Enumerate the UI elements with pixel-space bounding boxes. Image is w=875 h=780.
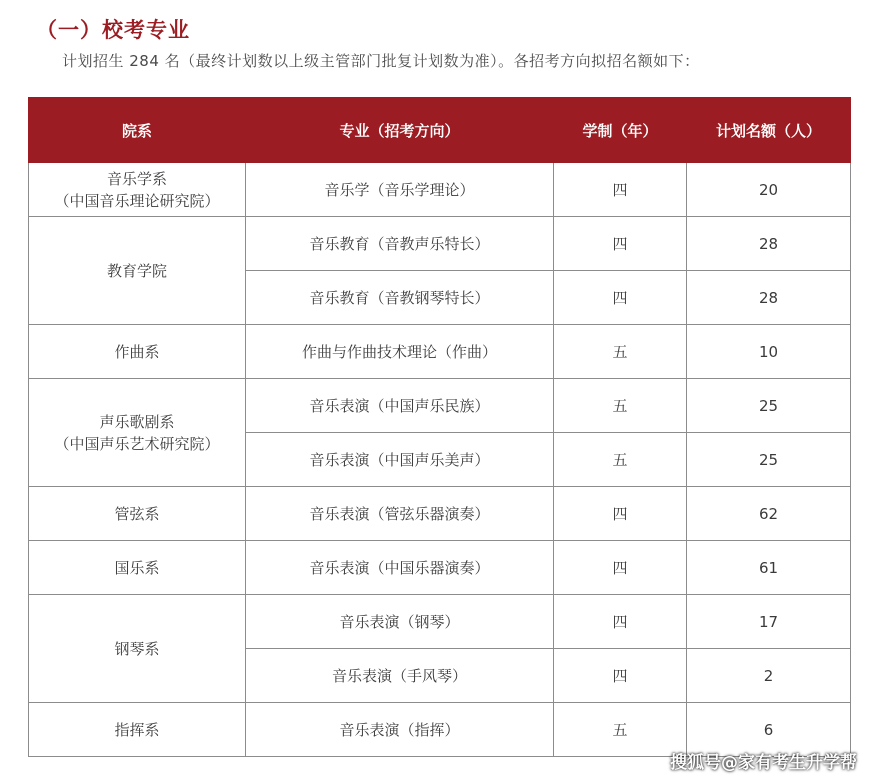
table-row — [29, 595, 851, 649]
dept-cell — [29, 487, 246, 541]
years-cell: 四 — [554, 595, 687, 649]
dept-name: 钢琴系 — [114, 639, 160, 658]
years-cell: 四 — [554, 163, 687, 217]
dept-cell — [29, 163, 246, 217]
table-row — [29, 487, 851, 541]
section-title: （一）校考专业 — [36, 18, 190, 42]
dept-name: 国乐系 — [114, 558, 160, 577]
source-credit: 搜狐号@家有考生升学帮 — [670, 753, 857, 773]
major-cell: 音乐表演（中国声乐美声） — [246, 433, 554, 487]
years-cell: 五 — [554, 703, 687, 757]
years-cell: 四 — [554, 271, 687, 325]
dept-cell — [29, 541, 246, 595]
dept-name: 声乐歌剧系 — [99, 412, 175, 431]
header-dept: 院系 — [29, 98, 246, 163]
quota-cell: 17 — [687, 595, 851, 649]
header-quota: 计划名额（人） — [687, 98, 851, 163]
major-cell: 音乐表演（管弦乐器演奏） — [246, 487, 554, 541]
dept-cell — [29, 703, 246, 757]
years-cell: 四 — [554, 541, 687, 595]
years-cell: 四 — [554, 487, 687, 541]
major-cell: 音乐表演（指挥） — [246, 703, 554, 757]
dept-name: 管弦系 — [114, 504, 160, 523]
major-cell: 音乐教育（音教钢琴特长） — [246, 271, 554, 325]
quota-cell: 2 — [687, 649, 851, 703]
quota-cell: 10 — [687, 325, 851, 379]
major-cell: 音乐表演（钢琴） — [246, 595, 554, 649]
major-cell: 音乐表演（中国乐器演奏） — [246, 541, 554, 595]
header-years: 学制（年） — [554, 98, 687, 163]
header-major: 专业（招考方向） — [246, 98, 554, 163]
table-row — [29, 541, 851, 595]
major-cell: 音乐表演（手风琴） — [246, 649, 554, 703]
quota-cell: 20 — [687, 163, 851, 217]
table-row — [29, 163, 851, 217]
dept-cell — [29, 325, 246, 379]
years-cell: 四 — [554, 649, 687, 703]
table-body — [29, 163, 851, 757]
quota-cell: 62 — [687, 487, 851, 541]
table-header-row — [29, 98, 851, 163]
table-row — [29, 217, 851, 271]
quota-cell: 25 — [687, 433, 851, 487]
dept-cell — [29, 217, 246, 325]
dept-name: 作曲系 — [114, 342, 160, 361]
dept-name: 指挥系 — [114, 720, 160, 739]
dept-name: 教育学院 — [106, 261, 167, 280]
dept-cell — [29, 595, 246, 703]
years-cell: 四 — [554, 217, 687, 271]
major-cell: 音乐教育（音教声乐特长） — [246, 217, 554, 271]
major-cell: 音乐表演（中国声乐民族） — [246, 379, 554, 433]
admission-table — [28, 97, 851, 757]
dept-name: （中国音乐理论研究院） — [54, 191, 220, 210]
table-row — [29, 379, 851, 433]
major-cell: 作曲与作曲技术理论（作曲） — [246, 325, 554, 379]
quota-cell: 28 — [687, 271, 851, 325]
quota-cell: 25 — [687, 379, 851, 433]
dept-cell — [29, 379, 246, 487]
years-cell: 五 — [554, 379, 687, 433]
dept-name: （中国声乐艺术研究院） — [54, 434, 220, 453]
years-cell: 五 — [554, 325, 687, 379]
intro-text: 计划招生 284 名（最终计划数以上级主管部门批复计划数为准）。各招考方向拟招名额如下： — [62, 52, 700, 70]
dept-name: 音乐学系 — [106, 169, 167, 188]
years-cell: 五 — [554, 433, 687, 487]
quota-cell: 6 — [687, 703, 851, 757]
table-row — [29, 325, 851, 379]
major-cell: 音乐学（音乐学理论） — [246, 163, 554, 217]
quota-cell: 28 — [687, 217, 851, 271]
quota-cell: 61 — [687, 541, 851, 595]
